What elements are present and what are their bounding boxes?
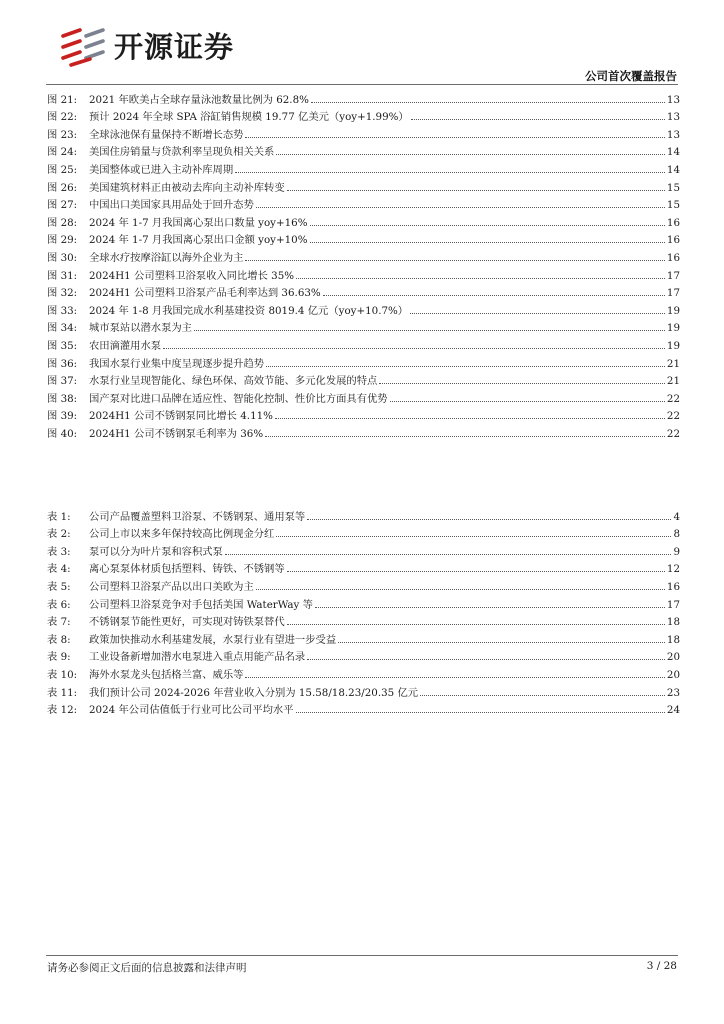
entry-label: 图 35: (47, 339, 78, 352)
entry-label: 表 2: (47, 528, 71, 541)
toc-entry[interactable] (47, 282, 680, 300)
entry-title: 国产泵对比进口品牌在适应性、智能化控制、性价比方面具有优势 (89, 392, 388, 405)
toc-entry[interactable] (47, 106, 680, 124)
entry-title: 公司上市以来多年保持较高比例现金分红 (89, 528, 275, 541)
entry-title: 美国整体或已进入主动补库周期 (89, 163, 234, 176)
entry-label: 图 32: (47, 287, 78, 300)
entry-title: 我国水泵行业集中度呈现逐步提升趋势 (89, 357, 265, 370)
entry-page: 14 (666, 146, 680, 159)
entry-title: 2024H1 公司塑料卫浴泵产品毛利率达到 36.63% (89, 287, 321, 300)
entry-label: 图 25: (47, 163, 78, 176)
toc-entry[interactable] (47, 523, 680, 541)
toc-entry[interactable] (47, 334, 680, 352)
dot-leader (310, 225, 665, 226)
page-number: 3 / 28 (646, 960, 677, 972)
toc-entry[interactable] (47, 505, 680, 523)
entry-label: 表 7: (47, 616, 71, 629)
dot-leader (194, 330, 665, 331)
entry-page: 13 (666, 93, 680, 106)
entry-page: 14 (666, 163, 680, 176)
entry-title: 2024H1 公司不锈钢泵毛利率为 36% (89, 427, 264, 440)
toc-entry[interactable] (47, 628, 680, 646)
entry-page: 8 (673, 528, 680, 541)
entry-label: 图 28: (47, 216, 78, 229)
entry-page: 19 (666, 322, 680, 335)
toc-entry[interactable] (47, 681, 680, 699)
entry-title: 全球泳池保有量保持不断增长态势 (89, 128, 244, 141)
entry-title: 离心泵泵体材质包括塑料、铸铁、不锈钢等 (89, 563, 285, 576)
entry-title: 水泵行业呈现智能化、绿色环保、高效节能、多元化发展的特点 (89, 375, 378, 388)
toc-entry[interactable] (47, 141, 680, 159)
toc-entry[interactable] (47, 575, 680, 593)
toc-entry[interactable] (47, 158, 680, 176)
footer-disclaimer: 请务必参阅正文后面的信息披露和法律声明 (47, 962, 247, 974)
dot-leader (245, 137, 664, 138)
entry-page: 21 (666, 357, 680, 370)
logo-text: 开源证券 (114, 30, 235, 64)
entry-page: 18 (666, 616, 680, 629)
dot-leader (307, 519, 671, 520)
entry-label: 图 24: (47, 146, 78, 159)
entry-label: 图 26: (47, 181, 78, 194)
entry-page: 13 (666, 128, 680, 141)
entry-page: 18 (666, 633, 680, 646)
toc-entry[interactable] (47, 540, 680, 558)
entry-title: 海外水泵龙头包括格兰富、威乐等 (89, 668, 244, 681)
entry-page: 17 (666, 287, 680, 300)
toc-entry[interactable] (47, 123, 680, 141)
entry-label: 表 10: (47, 668, 78, 681)
dot-leader (256, 589, 665, 590)
dot-leader (163, 348, 665, 349)
toc-entry[interactable] (47, 611, 680, 629)
entry-page: 24 (666, 704, 680, 717)
entry-page: 21 (666, 375, 680, 388)
entry-page: 15 (666, 181, 680, 194)
dot-leader (307, 659, 665, 660)
entry-label: 图 22: (47, 111, 78, 124)
entry-label: 图 36: (47, 357, 78, 370)
entry-title: 农田滴灌用水泵 (89, 339, 162, 352)
dot-leader (379, 383, 665, 384)
entry-label: 表 1: (47, 510, 71, 523)
entry-title: 泵可以分为叶片泵和容积式泵 (89, 545, 223, 558)
entry-label: 表 8: (47, 633, 71, 646)
entry-label: 表 12: (47, 704, 78, 717)
dot-leader (225, 554, 672, 555)
entry-page: 16 (666, 216, 680, 229)
entry-page: 19 (666, 304, 680, 317)
dot-leader (287, 624, 665, 625)
dot-leader (276, 154, 665, 155)
toc-entry[interactable] (47, 352, 680, 370)
entry-page: 20 (666, 668, 680, 681)
entry-label: 表 4: (47, 563, 71, 576)
toc-entry[interactable] (47, 264, 680, 282)
table-index (47, 505, 680, 716)
entry-label: 图 34: (47, 322, 78, 335)
toc-entry[interactable] (47, 593, 680, 611)
entry-page: 15 (666, 199, 680, 212)
toc-entry[interactable] (47, 246, 680, 264)
entry-page: 23 (666, 686, 680, 699)
toc-entry[interactable] (47, 176, 680, 194)
entry-title: 我们预计公司 2024-2026 年营业收入分别为 15.58/18.23/20.35 亿元 (89, 686, 419, 699)
dot-leader (315, 607, 665, 608)
toc-entry[interactable] (47, 422, 680, 440)
entry-page: 19 (666, 339, 680, 352)
dot-leader (296, 278, 665, 279)
dot-leader (245, 677, 664, 678)
entry-title: 美国住房销量与贷款利率呈现负相关关系 (89, 146, 275, 159)
entry-label: 图 27: (47, 199, 78, 212)
dot-leader (311, 102, 665, 103)
entry-title: 公司塑料卫浴泵产品以出口美欧为主 (89, 580, 254, 593)
entry-title: 2021 年欧美占全球存量泳池数量比例为 62.8% (89, 93, 309, 106)
entry-label: 图 31: (47, 269, 78, 282)
figure-index (47, 88, 680, 440)
entry-label: 图 37: (47, 375, 78, 388)
entry-label: 图 21: (47, 93, 78, 106)
toc-entry[interactable] (47, 211, 680, 229)
entry-title: 2024 年公司估值低于行业可比公司平均水平 (89, 704, 294, 717)
entry-title: 政策加快推动水利基建发展，水泵行业有望进一步受益 (89, 633, 337, 646)
dot-leader (323, 295, 665, 296)
entry-label: 表 11: (47, 686, 78, 699)
entry-title: 中国出口美国家具用品处于回升态势 (89, 199, 254, 212)
entry-label: 表 9: (47, 651, 71, 664)
toc-entry[interactable] (47, 387, 680, 405)
entry-title: 2024 年 1-8 月我国完成水利基建投资 8019.4 亿元（yoy+10.7%） (89, 304, 409, 317)
entry-title: 预计 2024 年全球 SPA 浴缸销售规模 19.77 亿美元（yoy+1.99%） (89, 111, 409, 124)
entry-title: 城市泵站以潜水泵为主 (89, 322, 192, 335)
dot-leader (245, 260, 664, 261)
toc-entry[interactable] (47, 88, 680, 106)
toc-entry[interactable] (47, 405, 680, 423)
entry-page: 12 (666, 563, 680, 576)
toc-entry[interactable] (47, 558, 680, 576)
entry-label: 图 39: (47, 410, 78, 423)
entry-page: 9 (673, 545, 680, 558)
dot-leader (235, 172, 665, 173)
dot-leader (276, 536, 671, 537)
dot-leader (275, 418, 665, 419)
entry-label: 图 40: (47, 427, 78, 440)
toc-entry[interactable] (47, 317, 680, 335)
dot-leader (420, 695, 665, 696)
entry-title: 2024H1 公司不锈钢泵同比增长 4.11% (89, 410, 273, 423)
entry-page: 22 (666, 410, 680, 423)
dot-leader (411, 119, 665, 120)
entry-page: 16 (666, 234, 680, 247)
dot-leader (296, 712, 665, 713)
entry-title: 美国建筑材料正由被动去库向主动补库转变 (89, 181, 285, 194)
entry-page: 17 (666, 269, 680, 282)
report-type: 公司首次覆盖报告 (585, 69, 677, 83)
entry-label: 图 30: (47, 251, 78, 264)
entry-page: 16 (666, 580, 680, 593)
dot-leader (266, 366, 665, 367)
toc-entry[interactable] (47, 646, 680, 664)
entry-label: 图 23: (47, 128, 78, 141)
entry-page: 16 (666, 251, 680, 264)
company-logo (60, 27, 234, 67)
entry-label: 图 29: (47, 234, 78, 247)
toc-entry[interactable] (47, 370, 680, 388)
toc-entry[interactable] (47, 229, 680, 247)
entry-title: 公司产品覆盖塑料卫浴泵、不锈钢泵、通用泵等 (89, 510, 306, 523)
dot-leader (265, 436, 665, 437)
entry-page: 22 (666, 427, 680, 440)
entry-page: 4 (673, 510, 680, 523)
dot-leader (410, 313, 665, 314)
toc-entry[interactable] (47, 299, 680, 317)
entry-title: 工业设备新增加潜水电泵进入重点用能产品名录 (89, 651, 306, 664)
entry-label: 表 6: (47, 598, 71, 611)
toc-entry[interactable] (47, 699, 680, 717)
dot-leader (287, 190, 665, 191)
entry-label: 表 5: (47, 580, 71, 593)
entry-title: 2024 年 1-7 月我国离心泵出口数量 yoy+16% (89, 216, 308, 229)
entry-title: 公司塑料卫浴泵竞争对手包括美国 WaterWay 等 (89, 598, 313, 611)
dot-leader (338, 642, 665, 643)
entry-page: 17 (666, 598, 680, 611)
footer-divider (46, 955, 678, 956)
entry-title: 2024 年 1-7 月我国离心泵出口金额 yoy+10% (89, 234, 308, 247)
dot-leader (287, 571, 665, 572)
dot-leader (256, 207, 665, 208)
entry-page: 20 (666, 651, 680, 664)
entry-page: 13 (666, 111, 680, 124)
header-divider (46, 84, 678, 85)
entry-label: 图 33: (47, 304, 78, 317)
toc-entry[interactable] (47, 663, 680, 681)
entry-label: 表 3: (47, 545, 71, 558)
entry-title: 全球水疗按摩浴缸以海外企业为主 (89, 251, 244, 264)
entry-title: 不锈钢泵节能性更好，可实现对铸铁泵替代 (89, 616, 285, 629)
entry-label: 图 38: (47, 392, 78, 405)
dot-leader (390, 401, 665, 402)
entry-page: 22 (666, 392, 680, 405)
toc-entry[interactable] (47, 194, 680, 212)
kaiyuan-logo-icon (60, 27, 108, 67)
entry-title: 2024H1 公司塑料卫浴泵收入同比增长 35% (89, 269, 295, 282)
dot-leader (310, 242, 665, 243)
